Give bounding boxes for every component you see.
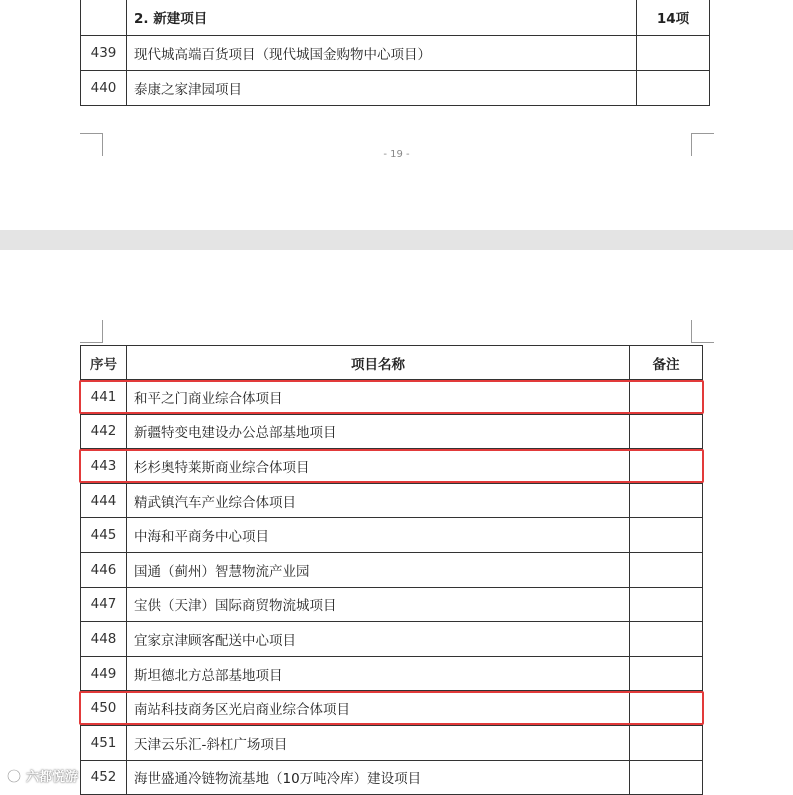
table-row: [81, 656, 703, 691]
table-row: [81, 760, 703, 795]
project-note: [637, 71, 710, 106]
document-page-20: [0, 250, 793, 795]
table-row: [81, 587, 703, 622]
row-number: 448: [81, 622, 127, 657]
project-name: 精武镇汽车产业综合体项目: [127, 483, 630, 518]
project-note: [630, 483, 703, 518]
watermark-text: 六都悦游: [26, 770, 79, 785]
project-note: [630, 691, 703, 726]
row-number: 450: [81, 691, 127, 726]
project-name: 国通（蓟州）智慧物流产业园: [127, 552, 630, 587]
table-row: [81, 622, 703, 657]
table-row: [81, 36, 710, 71]
project-name: 现代城高端百货项目（现代城国金购物中心项目）: [127, 36, 637, 71]
page-number: - 19 -: [383, 149, 410, 160]
project-name: 中海和平商务中心项目: [127, 518, 630, 553]
section-num-cell: [81, 0, 127, 36]
row-number: 449: [81, 656, 127, 691]
project-name: 宝供（天津）国际商贸物流城项目: [127, 587, 630, 622]
crop-mark-right: [691, 320, 714, 343]
table-row: [81, 483, 703, 518]
row-number: 446: [81, 552, 127, 587]
project-note: [630, 449, 703, 484]
row-number: 445: [81, 518, 127, 553]
section-count: 14项: [637, 0, 710, 36]
row-number: 444: [81, 483, 127, 518]
project-name: 天津云乐汇-斜杠广场项目: [127, 725, 630, 760]
project-name: 宜家京津顾客配送中心项目: [127, 622, 630, 657]
project-note: [630, 552, 703, 587]
project-note: [637, 36, 710, 71]
header-num: 序号: [81, 346, 127, 380]
table-row: [81, 449, 703, 484]
project-note: [630, 760, 703, 795]
page-separator: [0, 230, 793, 250]
watermark-logo-icon: [6, 768, 22, 784]
row-number: 447: [81, 587, 127, 622]
row-number: 440: [81, 71, 127, 106]
project-name: 泰康之家津园项目: [127, 71, 637, 106]
table-row: [81, 414, 703, 449]
table-row: [81, 71, 710, 106]
watermark: [6, 766, 78, 785]
project-note: [630, 725, 703, 760]
project-name: 和平之门商业综合体项目: [127, 380, 630, 415]
project-name: 杉杉奥特莱斯商业综合体项目: [127, 449, 630, 484]
table-row: [81, 518, 703, 553]
project-name: 新疆特变电建设办公总部基地项目: [127, 414, 630, 449]
section-row: [81, 0, 710, 36]
row-number: 442: [81, 414, 127, 449]
project-note: [630, 622, 703, 657]
crop-mark-left: [80, 320, 103, 343]
table-row: [81, 691, 703, 726]
project-name: 斯坦德北方总部基地项目: [127, 656, 630, 691]
row-number: 452: [81, 760, 127, 795]
project-table-top: [80, 0, 710, 106]
header-note: 备注: [630, 346, 703, 380]
project-note: [630, 518, 703, 553]
table-row: [81, 380, 703, 415]
table-row: [81, 552, 703, 587]
row-number: 451: [81, 725, 127, 760]
document-page-19: [0, 0, 793, 230]
table-header-row: [81, 346, 703, 380]
project-note: [630, 414, 703, 449]
row-number: 443: [81, 449, 127, 484]
project-note: [630, 656, 703, 691]
project-note: [630, 587, 703, 622]
row-number: 439: [81, 36, 127, 71]
section-title: 2. 新建项目: [127, 0, 637, 36]
row-number: 441: [81, 380, 127, 415]
project-name: 海世盛通冷链物流基地（10万吨冷库）建设项目: [127, 760, 630, 795]
project-name: 南站科技商务区光启商业综合体项目: [127, 691, 630, 726]
project-note: [630, 380, 703, 415]
header-name: 项目名称: [127, 346, 630, 380]
table-row: [81, 725, 703, 760]
project-table: [80, 345, 703, 795]
